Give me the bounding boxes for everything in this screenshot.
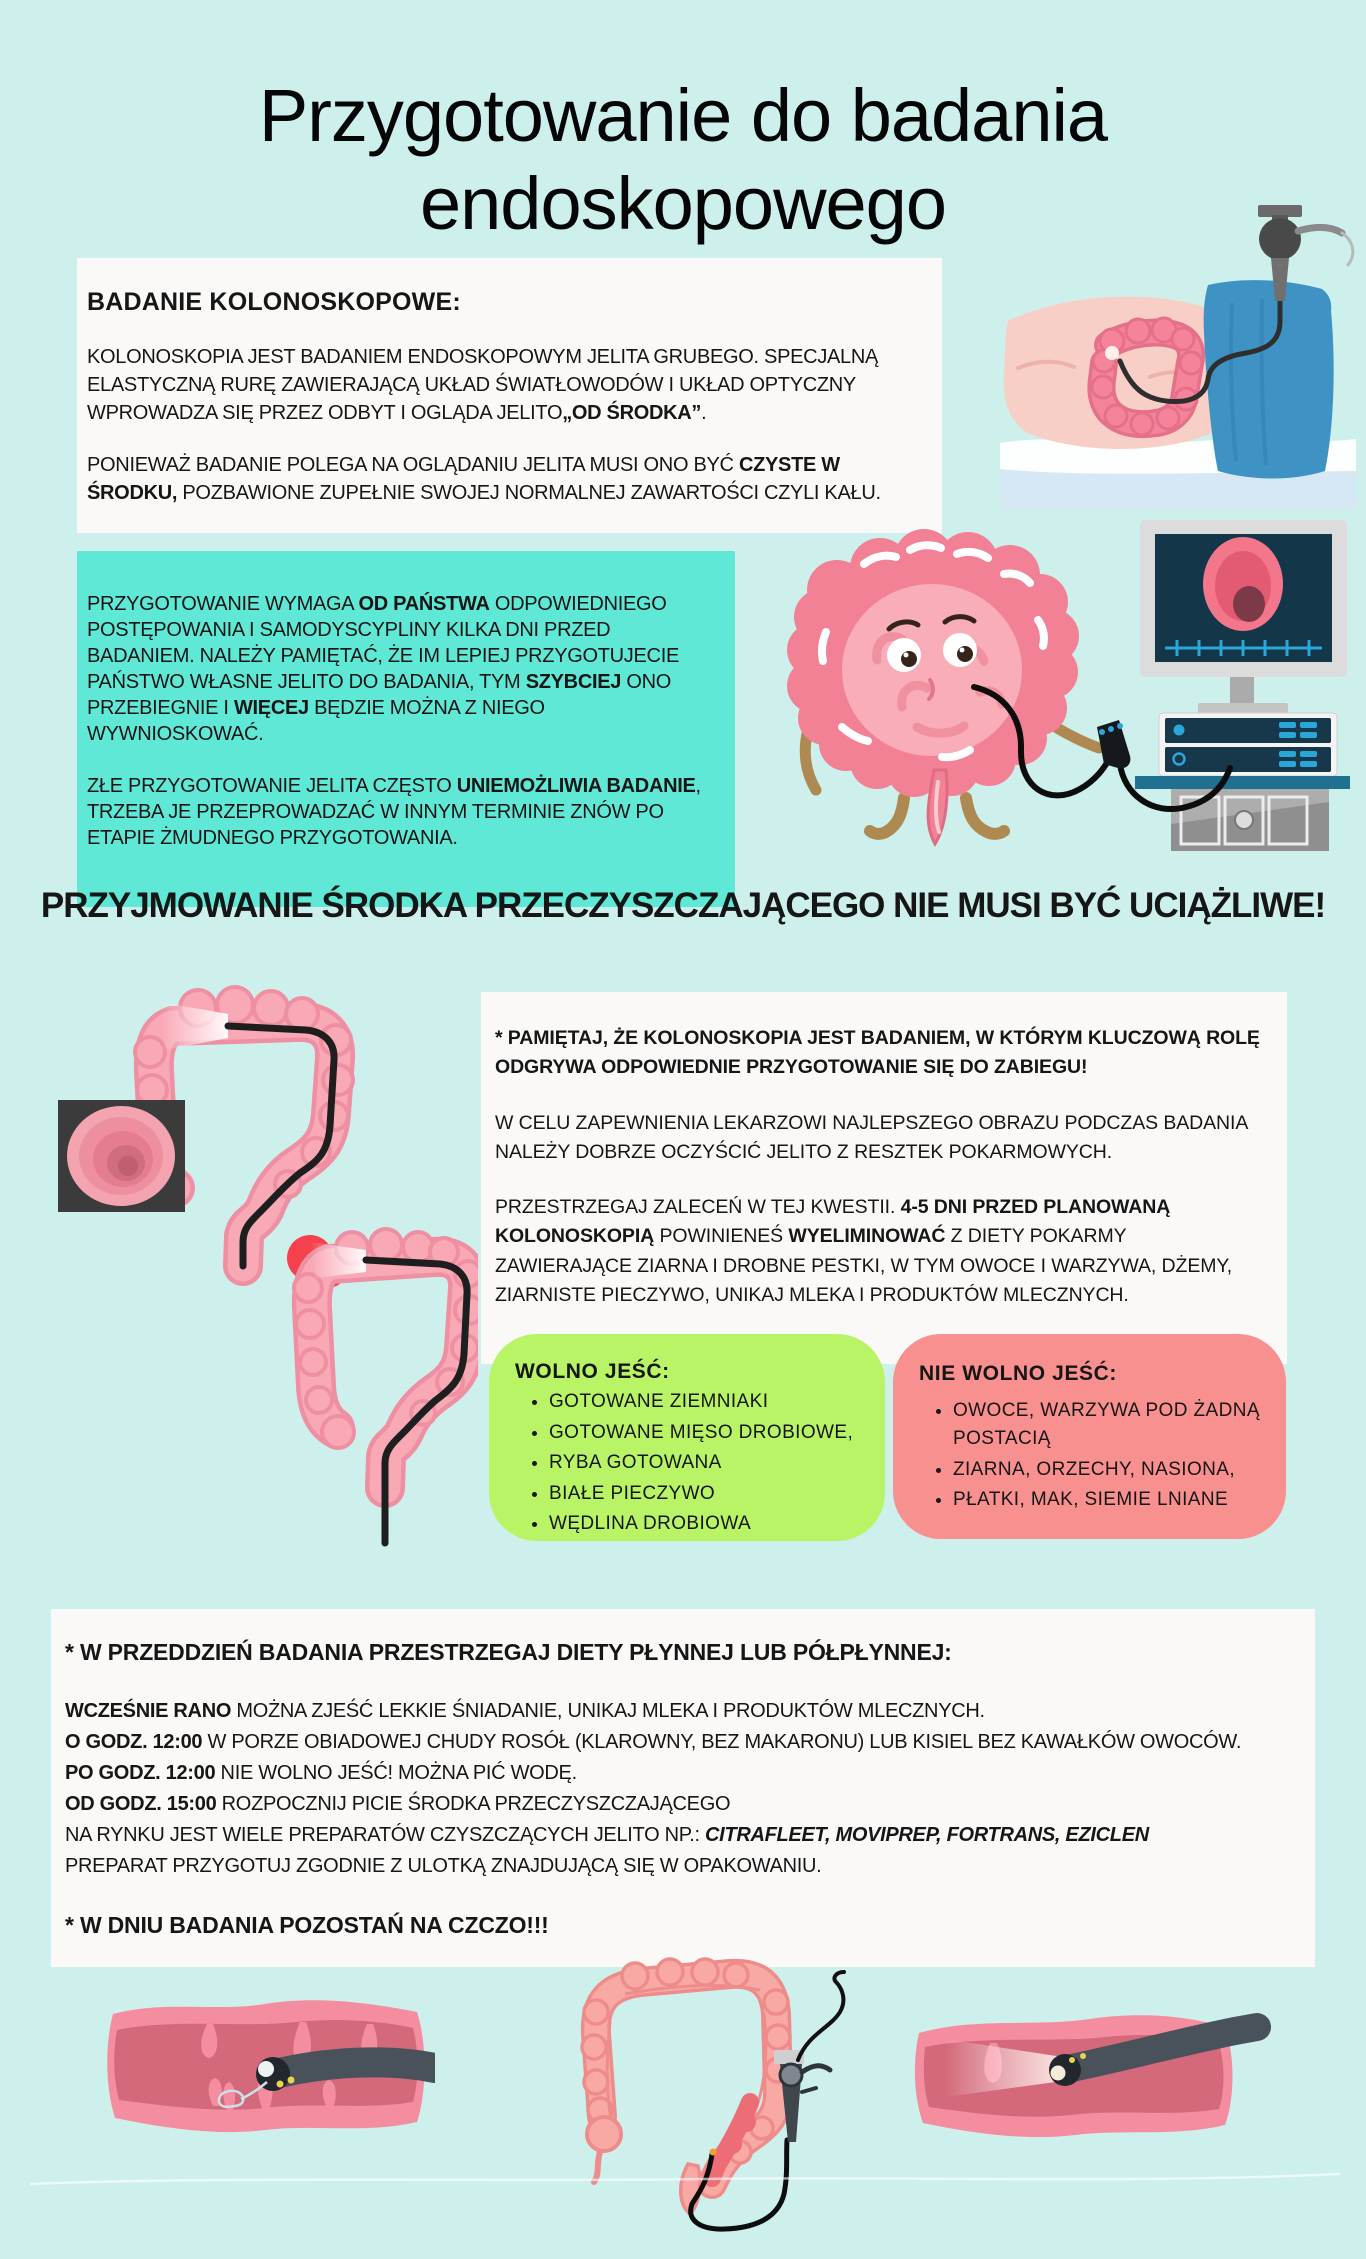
endoscope-tube: [275, 2062, 435, 2074]
diet-line: NA RYNKU JEST WIELE PREPARATÓW CZYSZCZĄCYCH JELITO NP.: CITRAFLEET, MOVIPREP, FORTRANS, EZICLEN: [65, 1824, 1149, 1846]
panel-badanie-kolonoskopowe: [77, 258, 942, 533]
paragraph: KOLONOSKOPIA JEST BADANIEM ENDOSKOPOWYM JELITA GRUBEGO. SPECJALNĄ ELASTYCZNĄ RURĘ ZAWIERAJĄCĄ UKŁAD ŚWIATŁOWODÓW I UKŁAD OPTYCZNY WPROWADZA SIĘ PRZEZ ODBYT I OGLĄDA JELITO„OD ŚRODKA”.: [87, 346, 879, 424]
panel-wolno-jesc: [489, 1334, 885, 1541]
panel-przeddzien-badania: [51, 1609, 1315, 1967]
diet-line: PREPARAT PRZYGOTUJ ZGODNIE Z ULOTKĄ ZNAJDUJĄCĄ SIĘ W OPAKOWANIU.: [65, 1855, 822, 1877]
list-item: • WĘDLINA DROBIOWA: [549, 1510, 865, 1538]
ground-line: [0, 2140, 1366, 2210]
diet-line: WCZEŚNIE RANO MOŻNA ZJEŚĆ LEKKIE ŚNIADANIE, UNIKAJ MLEKA I PRODUKTÓW MLECZNYCH.: [65, 1700, 985, 1722]
endoscope-light-illustration: [905, 1983, 1275, 2148]
scope-body: [1097, 720, 1130, 768]
list-heading: WOLNO JEŚĆ:: [515, 1360, 670, 1383]
cart-shelf: [1135, 776, 1350, 789]
endoscopy-tower: [1135, 520, 1350, 851]
panel-przygotowanie: [77, 551, 735, 907]
surgical-drape: [1204, 280, 1334, 478]
forbidden-foods-list: [919, 1394, 1266, 1516]
endoscopic-lumen-view: [58, 1100, 185, 1212]
allowed-foods-list: [515, 1388, 865, 1538]
list-item: • GOTOWANE ZIEMNIAKI: [549, 1388, 865, 1416]
diet-schedule: [65, 1696, 1291, 1882]
diet-line: O GODZ. 12:00 W PORZE OBIADOWEJ CHUDY ROSÓŁ (KLAROWNY, BEZ MAKARONU) LUB KISIEL BEZ KAWAŁKÓW OWOCÓW.: [65, 1731, 1242, 1753]
list-item: • PŁATKI, MAK, SIEMIE LNIANE: [953, 1486, 1266, 1514]
panel-heading: * W PRZEDDZIEŃ BADANIA PRZESTRZEGAJ DIETY PŁYNNEJ LUB PÓŁPŁYNNEJ:: [65, 1639, 952, 1665]
list-item: • ZIARNA, ORZECHY, NASIONA,: [953, 1456, 1266, 1484]
panel-nie-wolno-jesc: [893, 1334, 1286, 1539]
scope-light: [1105, 346, 1119, 360]
panel-heading: BADANIE KOLONOSKOPOWE:: [87, 288, 461, 316]
list-item: • GOTOWANE MIĘSO DROBIOWE,: [549, 1419, 865, 1447]
page-title-line2: endoskopowego: [420, 161, 946, 245]
diet-line: OD GODZ. 15:00 ROZPOCZNIJ PICIE ŚRODKA PRZECZYSZCZAJĄCEGO: [65, 1793, 731, 1815]
page-title-line1: Przygotowanie do badania: [258, 73, 1108, 157]
paragraph: PRZYGOTOWANIE WYMAGA OD PAŃSTWA ODPOWIEDNIEGO POSTĘPOWANIA I SAMODYSCYPLINY KILKA DNI PRZED BADANIEM. NALEŻY PAMIĘTAĆ, ŻE IM LEPIEJ PRZYGOTUJECIE PAŃSTWO WŁASNE JELITO DO BADANIA, TYM SZYBCIEJ ONO PRZEBIEGNIE I WIĘCEJ BĘDZIE MOŻNA Z NIEGO WYWNIOSKOWAĆ.: [87, 593, 679, 745]
fasting-warning: * W DNIU BADANIA POZOSTAŃ NA CZCZO!!!: [65, 1912, 549, 1938]
section-heading: PRZYJMOWANIE ŚRODKA PRZECZYSZCZAJĄCEGO NIE MUSI BYĆ UCIĄŻLIWE!: [40, 886, 1326, 925]
colon-with-endoscope-polyp: [287, 1229, 478, 1543]
list-heading: NIE WOLNO JEŚĆ:: [919, 1362, 1118, 1386]
polyp-removal-illustration: [95, 1972, 435, 2152]
list-item: • RYBA GOTOWANA: [549, 1449, 865, 1477]
intestine-character-illustration: [752, 512, 1360, 857]
paragraph: W CELU ZAPEWNIENIA LEKARZOWI NAJLEPSZEGO OBRAZU PODCZAS BADANIA NALEŻY DOBRZE OCZYŚCIĆ JELITO Z RESZTEK POKARMOWYCH.: [495, 1111, 1248, 1163]
list-item: • BIAŁE PIECZYWO: [549, 1480, 865, 1508]
paragraph: PONIEWAŻ BADANIE POLEGA NA OGLĄDANIU JELITA MUSI ONO BYĆ CZYSTE W ŚRODKU, POZBAWIONE ZUPEŁNIE SWOJEJ NORMALNEJ ZAWARTOŚCI CZYLI KAŁU.: [87, 454, 881, 504]
diet-line: PO GODZ. 12:00 NIE WOLNO JEŚĆ! MOŻNA PIĆ WODĘ.: [65, 1762, 577, 1784]
colon-endoscope-illustrations: [38, 958, 478, 1558]
paragraph: PRZESTRZEGAJ ZALECEŃ W TEJ KWESTII. 4-5 DNI PRZED PLANOWANĄ KOLONOSKOPIĄ POWINIENEŚ WYELIMINOWAĆ Z DIETY POKARMY ZAWIERAJĄCE ZIARNA I DROBNE PESTKI, W TYM OWOCE I WARZYWA, DŻEMY, ZIARNISTE PIECZYWO, UNIKAJ MLEKA I PRODUKTÓW MLECZNYCH.: [495, 1196, 1233, 1306]
colonoscopy-procedure-illustration: [1000, 203, 1356, 509]
paragraph: ZŁE PRZYGOTOWANIE JELITA CZĘSTO UNIEMOŻLIWIA BADANIE, TRZEBA JE PRZEPROWADZAĆ W INNYM TERMINIE ZNÓW PO ETAPIE ŻMUDNEGO PRZYGOTOWANIA.: [87, 775, 701, 849]
paragraph: * PAMIĘTAJ, ŻE KOLONOSKOPIA JEST BADANIEM, W KTÓRYM KLUCZOWĄ ROLĘ ODGRYWA ODPOWIEDNIE PRZYGOTOWANIE SIĘ DO ZABIEGU!: [495, 1027, 1260, 1079]
panel-pamietaj: [481, 992, 1287, 1364]
list-item: • OWOCE, WARZYWA POD ŻADNĄ POSTACIĄ: [953, 1397, 1266, 1452]
